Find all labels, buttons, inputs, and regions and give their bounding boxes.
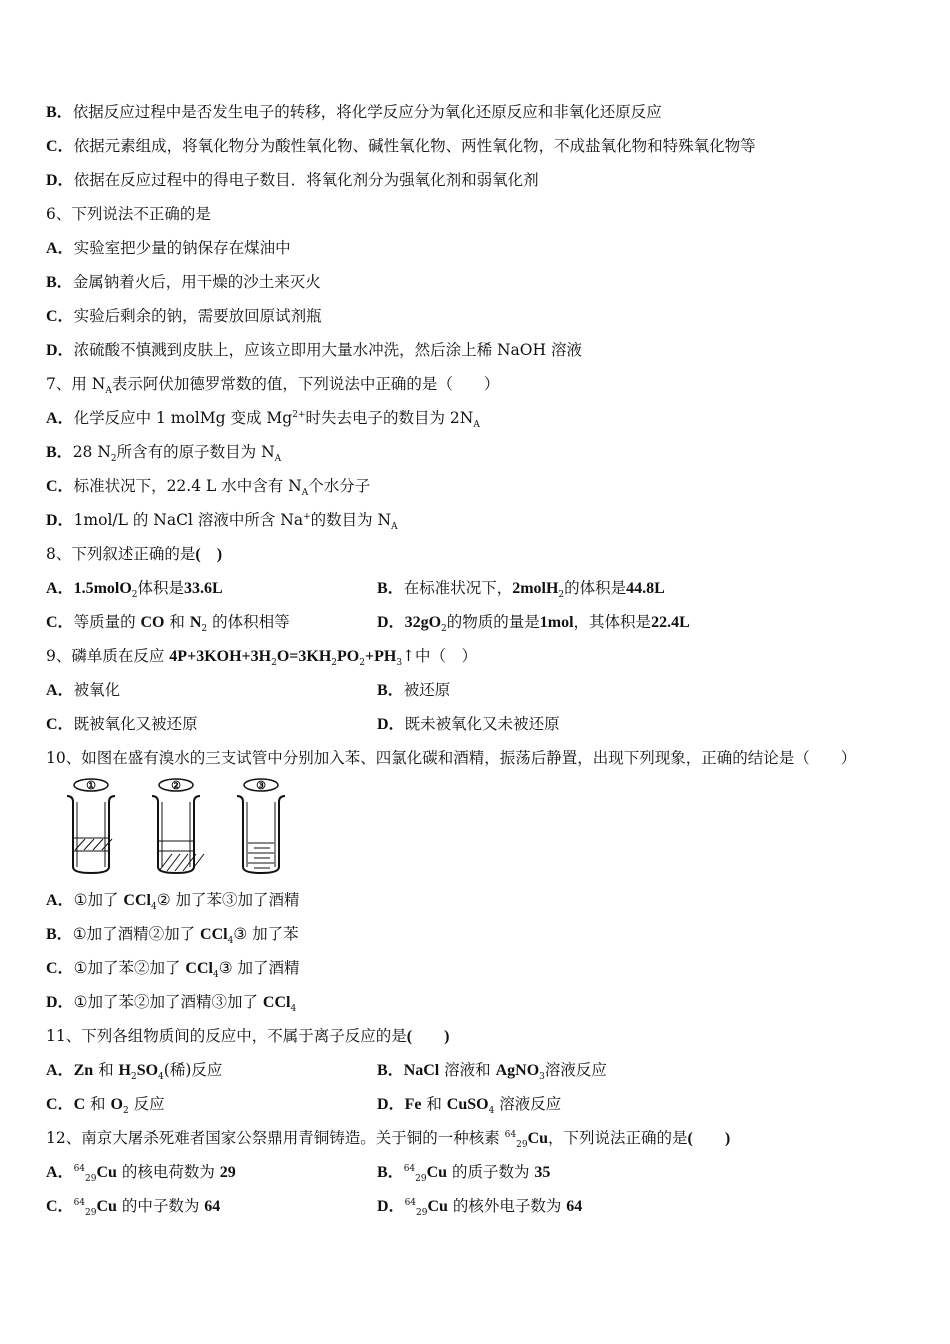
option-label: D． (377, 716, 405, 733)
formula-segment: 33.6L (184, 580, 223, 597)
option-cell (46, 1189, 220, 1224)
text-segment: ③ 加了酒精 (218, 959, 300, 977)
text-segment: 依据元素组成，将氧化物分为酸性氧化物、碱性氧化物、两性氧化物，不成盐氧化物和特殊氧化物等 (73, 137, 756, 155)
superscript: 64 (403, 1163, 416, 1174)
text-segment: 溶液反应 (494, 1095, 562, 1113)
text-segment: 9、磷单质在反应 (46, 647, 170, 665)
formula-segment: Cu (96, 1164, 117, 1181)
text-segment: ，其体积是 (573, 613, 652, 631)
question-stem (46, 1019, 926, 1053)
text-segment: 的质子数为 (447, 1163, 535, 1181)
text-segment: 表示阿伏加德罗常数的值，下列说法中正确的是（ ） (111, 375, 500, 393)
option-row (46, 707, 926, 741)
text-segment: 溶液反应 (544, 1061, 607, 1079)
text-segment: 所含有的原子数目为 N (116, 443, 275, 461)
subscript: A (301, 488, 309, 499)
text-segment: 体积是 (137, 579, 185, 597)
text-segment: ，下列说法正确的是 (548, 1129, 688, 1147)
subscript: 4 (290, 1004, 297, 1015)
option-label: D． (46, 342, 74, 359)
option-cell (46, 1053, 222, 1088)
text-segment: ③ 加了苯 (233, 925, 299, 943)
subscript: 29 (416, 1208, 428, 1219)
formula-segment: AgNO (495, 1062, 540, 1079)
formula-segment: Cu (96, 1198, 117, 1215)
text-segment: 和 (164, 613, 190, 631)
text-segment: 依据反应过程中是否发生电子的转移，将化学反应分为氧化还原反应和非氧化还原反应 (72, 103, 662, 121)
subscript: A (391, 522, 398, 533)
text-segment: 6、下列说法不正确的是 (46, 205, 211, 223)
subscript: 2 (271, 658, 277, 669)
text-segment: 的核电荷数为 (116, 1163, 220, 1181)
option-cell (46, 571, 223, 606)
question-stem (46, 537, 926, 571)
option-label: A． (46, 1164, 74, 1181)
option-cell (46, 707, 198, 742)
superscript: 64 (504, 1129, 517, 1140)
formula-segment: PO (337, 648, 360, 665)
text-segment: 的数目为 N (310, 511, 392, 529)
text-segment: 和 (93, 1061, 119, 1079)
formula-segment: CO (140, 614, 165, 631)
option-label: B． (46, 926, 73, 943)
option-label: B． (377, 580, 404, 597)
subscript: 29 (85, 1174, 97, 1185)
option-cell (377, 605, 690, 640)
option-cell (377, 707, 560, 742)
option-line (46, 333, 926, 367)
text-segment: 依据在反应过程中的得电子数目．将氧化剂分为强氧化剂和弱氧化剂 (73, 171, 539, 189)
option-cell (377, 1053, 607, 1088)
option-cell (377, 1155, 550, 1190)
superscript: + (303, 511, 311, 522)
option-line (46, 95, 926, 129)
option-line (46, 951, 926, 985)
subscript: 2 (131, 590, 138, 601)
option-label: A． (46, 892, 74, 909)
formula-segment: 4P+3KOH+3H (169, 648, 272, 665)
formula-segment: ( ) (195, 546, 223, 563)
option-label: D． (46, 512, 74, 529)
option-line (46, 883, 926, 917)
formula-segment: C (73, 1096, 86, 1113)
test-tubes-diagram (46, 775, 306, 883)
option-row (46, 1155, 926, 1189)
text-segment: 被氧化 (73, 681, 121, 699)
formula-segment: O (110, 1096, 123, 1113)
text-segment: 实验室把少量的钠保存在煤油中 (73, 239, 291, 257)
superscript: 64 (404, 1197, 417, 1208)
formula-segment: ( ) (687, 1130, 731, 1147)
formula-segment: 35 (534, 1164, 551, 1181)
test-tube-1 (67, 779, 115, 873)
text-segment: 标准状况下，22.4 L 水中含有 N (73, 477, 302, 495)
text-segment: 的核外电子数为 (447, 1197, 567, 1215)
formula-segment: 29 (219, 1164, 236, 1181)
formula-segment: +PH (364, 648, 397, 665)
text-segment: 个水分子 (308, 477, 371, 495)
text-segment: 被还原 (403, 681, 451, 699)
option-line (46, 469, 926, 503)
svg-text:③: ③ (256, 779, 266, 792)
text-segment: 反应 (128, 1095, 165, 1113)
subscript: 2 (122, 1106, 129, 1117)
option-label: A． (46, 240, 74, 257)
text-segment: 既被氧化又被还原 (73, 715, 198, 733)
option-label: C． (46, 614, 74, 631)
text-segment: ①加了 (73, 891, 124, 909)
text-segment: 化学反应中 1 molMg 变成 Mg (73, 409, 293, 427)
subscript: 29 (85, 1208, 97, 1219)
option-label: B． (377, 1164, 404, 1181)
formula-segment: O=3KH (276, 648, 332, 665)
formula-segment: CCl (200, 926, 228, 943)
subscript: 4 (488, 1106, 495, 1117)
text-segment: 28 N (72, 443, 111, 461)
text-segment: 和 (421, 1095, 447, 1113)
formula-segment: CCl (123, 892, 151, 909)
subscript: 2 (130, 1072, 137, 1083)
question-stem (46, 639, 926, 673)
subscript: 4 (227, 936, 234, 947)
formula-segment: 64 (204, 1198, 221, 1215)
option-row (46, 1053, 926, 1087)
formula-segment: 2molH (512, 580, 559, 597)
text-segment: ↑中（ ） (402, 647, 478, 665)
subscript: 29 (516, 1140, 528, 1151)
formula-segment: SO (136, 1062, 159, 1079)
option-cell (46, 1087, 165, 1122)
subscript: 4 (150, 902, 157, 913)
question-stem (46, 367, 926, 401)
option-label: C． (46, 1198, 74, 1215)
option-label: D． (46, 172, 74, 189)
subscript: 2 (110, 454, 117, 465)
option-label: D． (46, 994, 74, 1011)
text-segment: 的物质的量是 (446, 613, 540, 631)
option-label: B． (46, 104, 73, 121)
option-label: B． (377, 682, 404, 699)
question-content (46, 95, 926, 1223)
subscript: A (473, 420, 480, 431)
subscript: 3 (539, 1072, 545, 1083)
subscript: 2 (441, 624, 447, 635)
formula-segment: H (118, 1062, 131, 1079)
test-tube-2 (152, 779, 204, 873)
subscript: 4 (212, 970, 219, 981)
option-cell (46, 605, 290, 640)
formula-segment: CuSO (446, 1096, 489, 1113)
superscript: 2+ (292, 409, 306, 420)
formula-segment: 1mol (539, 614, 574, 631)
option-line (46, 163, 926, 197)
text-segment: 10、如图在盛有溴水的三支试管中分别加入苯、四氯化碳和酒精，振荡后静置，出现下列现象，正确的结论是（ ） (46, 749, 857, 767)
question-stem (46, 1121, 926, 1155)
text-segment: 时失去电子的数目为 2N (305, 409, 474, 427)
formula-segment: Cu (527, 1130, 549, 1147)
option-label: A． (46, 410, 74, 427)
option-cell (46, 673, 120, 708)
test-tube-figure (46, 775, 926, 883)
text-segment: 和 (85, 1095, 111, 1113)
formula-segment: CCl (185, 960, 213, 977)
option-label: C． (46, 960, 74, 977)
option-label: A． (46, 682, 74, 699)
option-line (46, 401, 926, 435)
option-row (46, 673, 926, 707)
option-line (46, 985, 926, 1019)
text-segment: 溶液和 (439, 1061, 496, 1079)
text-segment: 的中子数为 (116, 1197, 205, 1215)
text-segment: (稀)反应 (163, 1061, 223, 1079)
option-row (46, 1189, 926, 1223)
formula-segment: Zn (73, 1062, 94, 1079)
option-label: D． (377, 1096, 405, 1113)
text-segment: 金属钠着火后，用干燥的沙土来灭火 (72, 273, 321, 291)
formula-segment: 1.5molO (73, 580, 132, 597)
option-row (46, 1087, 926, 1121)
text-segment: ①加了苯②加了 (73, 959, 186, 977)
option-label: C． (46, 308, 74, 325)
test-tube-3 (237, 779, 285, 873)
option-line (46, 503, 926, 537)
subscript: A (274, 454, 282, 465)
superscript: 64 (73, 1197, 86, 1208)
option-line (46, 265, 926, 299)
subscript: 2 (331, 658, 338, 669)
formula-segment: Fe (404, 1096, 422, 1113)
subscript: 2 (359, 658, 365, 669)
formula-segment: NaCl (403, 1062, 440, 1079)
text-segment: 在标准状况下， (403, 579, 513, 597)
svg-text:①: ① (86, 779, 96, 792)
option-line (46, 435, 926, 469)
option-row (46, 571, 926, 605)
option-label: D． (377, 1198, 405, 1215)
text-segment: 1mol/L 的 NaCl 溶液中所含 Na (73, 511, 304, 529)
text-segment: 的体积相等 (207, 613, 290, 631)
option-label: C． (46, 716, 74, 733)
subscript: 29 (415, 1174, 427, 1185)
option-cell (46, 1155, 236, 1190)
formula-segment: 22.4L (651, 614, 690, 631)
text-segment: ② 加了苯③加了酒精 (156, 891, 300, 909)
option-cell (377, 673, 450, 708)
text-segment: ①加了苯②加了酒精③加了 (73, 993, 263, 1011)
superscript: 64 (73, 1163, 86, 1174)
option-label: A． (46, 1062, 74, 1079)
option-label: B． (46, 274, 73, 291)
option-line (46, 299, 926, 333)
text-segment: 浓硫酸不慎溅到皮肤上，应该立即用大量水冲洗，然后涂上稀 NaOH 溶液 (73, 341, 582, 359)
option-label: B． (377, 1062, 404, 1079)
option-line (46, 231, 926, 265)
formula-segment: 44.8L (626, 580, 665, 597)
text-segment: 既未被氧化又未被还原 (404, 715, 560, 733)
formula-segment: CCl (262, 994, 291, 1011)
text-segment: ①加了酒精②加了 (72, 925, 201, 943)
formula-segment: 32gO (404, 614, 442, 631)
option-label: C． (46, 138, 74, 155)
option-line (46, 129, 926, 163)
option-cell (377, 1189, 582, 1224)
subscript: 4 (158, 1072, 164, 1083)
subscript: 2 (558, 590, 565, 601)
formula-segment: N (189, 614, 202, 631)
question-stem (46, 741, 926, 775)
option-label: A． (46, 580, 74, 597)
subscript: 3 (396, 658, 403, 669)
option-label: D． (377, 614, 405, 631)
subscript: 2 (201, 624, 208, 635)
text-segment: 等质量的 (73, 613, 141, 631)
formula-segment: Cu (427, 1198, 448, 1215)
text-segment: 8、下列叙述正确的是 (46, 545, 196, 563)
text-segment: 实验后剩余的钠，需要放回原试剂瓶 (73, 307, 322, 325)
option-cell (377, 571, 665, 606)
option-label: C． (46, 1096, 74, 1113)
question-stem (46, 197, 926, 231)
text-segment: 的体积是 (564, 579, 627, 597)
option-label: B． (46, 444, 73, 461)
text-segment: 7、用 N (46, 375, 106, 393)
option-line (46, 917, 926, 951)
option-cell (377, 1087, 561, 1122)
formula-segment: 64 (566, 1198, 583, 1215)
subscript: A (105, 386, 112, 397)
formula-segment: ( ) (406, 1028, 450, 1045)
svg-text:②: ② (171, 779, 181, 792)
option-row (46, 605, 926, 639)
text-segment: 12、南京大屠杀死难者国家公祭鼎用青铜铸造。关于铜的一种核素 (46, 1129, 505, 1147)
option-label: C． (46, 478, 74, 495)
formula-segment: Cu (426, 1164, 448, 1181)
text-segment: 11、下列各组物质间的反应中，不属于离子反应的是 (46, 1027, 407, 1045)
